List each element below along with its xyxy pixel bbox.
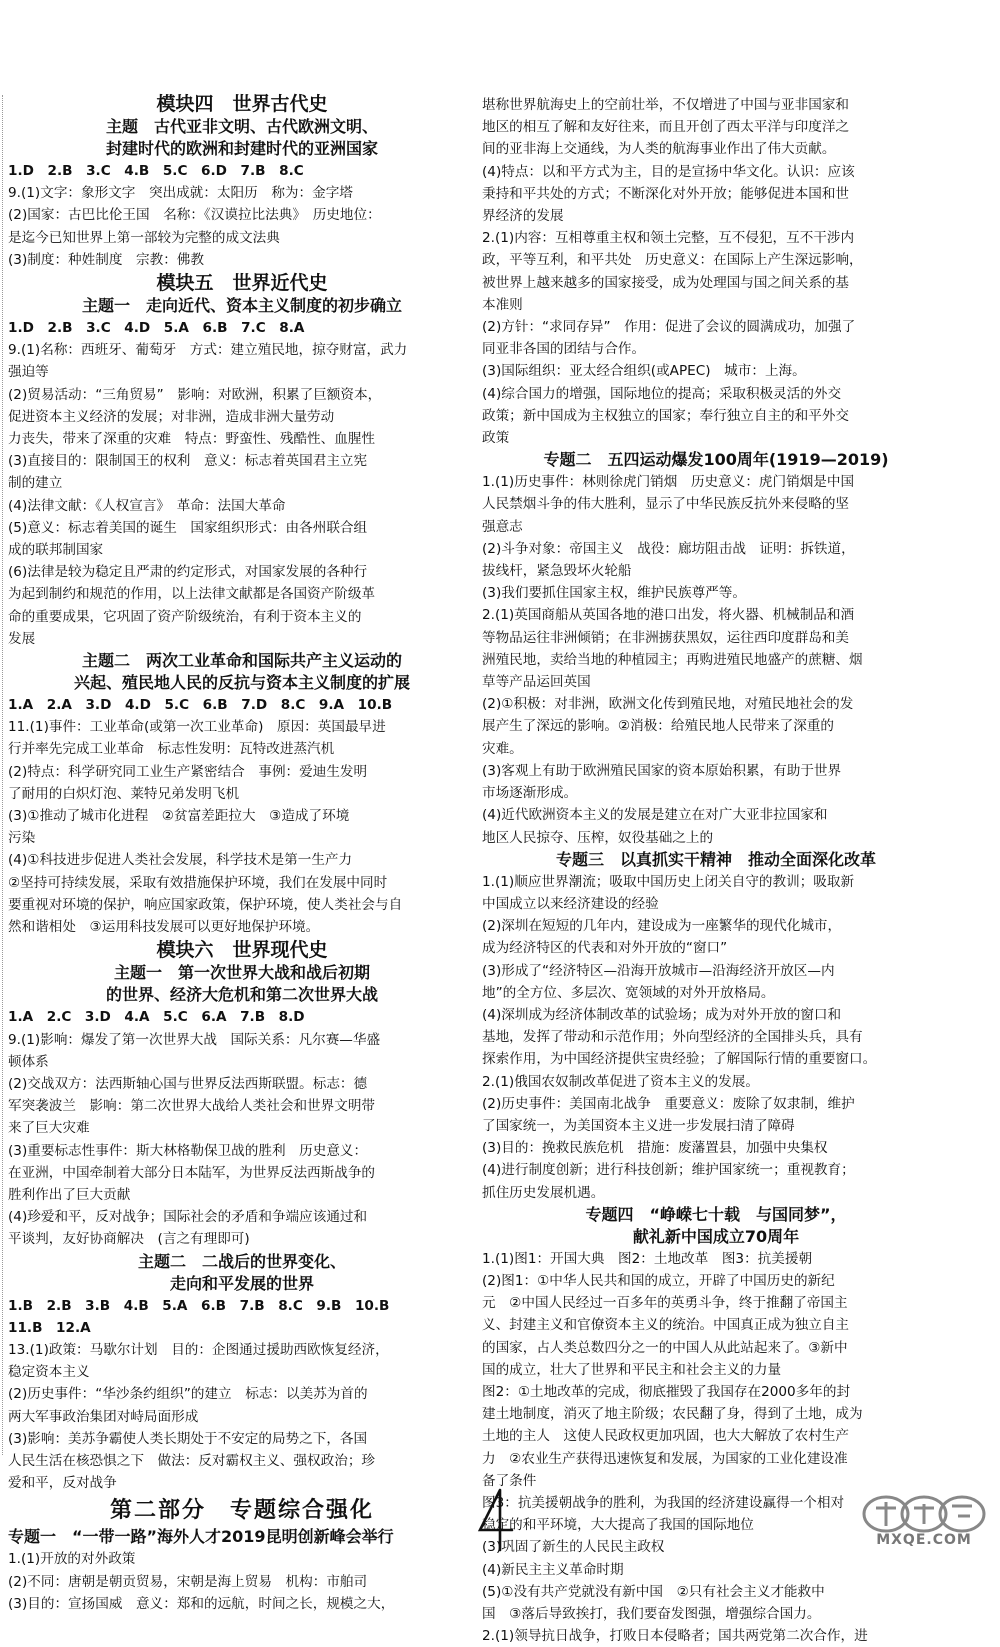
answer-line: 要重视对环境的保护，响应国家政策，保护环境，使人类社会与自 — [8, 896, 403, 913]
answer-line: 13.(1)政策：马歇尔计划 目的：企图通过援助西欧恢复经济， — [8, 1341, 389, 1358]
answer-line: 然和谐相处 ③运用科技发展可以更好地保护环境。 — [8, 919, 320, 936]
answer-line: 稳定的和平环境，大大提高了我国的国际地位 — [482, 1517, 754, 1534]
answer-line: 命的重要成果，它巩固了资产阶级统治，有利于资本主义的 — [8, 608, 362, 625]
answer-line: (2)①积极：对非洲，欧洲文化传到殖民地，对殖民地社会的发 — [482, 696, 854, 713]
answer-line: 发展 — [8, 630, 36, 647]
watermark-logo — [858, 1494, 990, 1550]
answer-line: 间的亚非海上交通线，为人类的航海事业作出了伟大贡献。 — [482, 141, 836, 158]
answer-line: 土地的主人 这使人民政权更加巩固，也大大解放了农村生产 — [482, 1428, 850, 1445]
topic-heading: 专题一 “一带一路”海外人才2019昆明创新峰会举行 — [8, 1527, 394, 1547]
watermark-badge-icon — [858, 1494, 990, 1534]
topic-heading: 走向和平发展的世界 — [169, 1273, 314, 1293]
answer-line: (2)特点：科学研究同工业生产紧密结合 事例：爱迪生发明 — [8, 763, 368, 780]
answer-line: 胜利作出了巨大贡献 — [8, 1186, 131, 1203]
topic-heading: 主题二 二战后的世界变化、 — [137, 1251, 346, 1271]
module-heading: 模块四 世界古代史 — [156, 93, 328, 115]
answer-line: 政，平等互利，和平共处 历史意义：在国际上产生深远影响， — [482, 252, 863, 269]
answer-line: (2)历史事件：美国南北战争 重要意义：废除了奴隶制，维护 — [482, 1095, 855, 1112]
answer-line: 强迫等 — [8, 364, 49, 381]
answer-line: 行并率先完成工业革命 标志性发明：瓦特改进蒸汽机 — [8, 741, 335, 758]
answer-line: ②坚持可持续发展，采取有效措施保护环境，我们在发展中同时 — [8, 874, 388, 891]
answer-line: 政策；新中国成为主权独立的国家；奉行独立自主的和平外交 — [482, 407, 850, 424]
answer-line: 政策 — [482, 430, 510, 447]
answer-line: (2)不同：唐朝是朝贡贸易，宋朝是海上贸易 机构：市舶司 — [8, 1573, 368, 1590]
choice-answers: 1.A 2.A 3.D 4.D 5.C 6.B 7.D 8.C 9.A 10.B — [8, 697, 393, 714]
answer-line: 备了条件 — [482, 1472, 537, 1489]
module-heading: 模块五 世界近代史 — [156, 272, 328, 295]
answer-line: 界经济的发展 — [482, 208, 564, 225]
answer-line: (4)①科技进步促进人类社会发展，科学技术是第一生产力 — [8, 852, 353, 869]
answer-line: (3)客观上有助于欧洲殖民国家的资本原始积累，有助于世界 — [482, 762, 842, 779]
answer-line: 拔线杆，紧急毁坏火轮船 — [482, 563, 632, 580]
answer-line: (3)①推动了城市化进程 ②贫富差距拉大 ③造成了环境 — [8, 808, 350, 825]
answer-line: (2)方针：“求同存异” 作用：促进了会议的圆满成功，加强了 — [482, 319, 856, 336]
topic-heading: 封建时代的欧洲和封建时代的亚洲国家 — [105, 139, 378, 158]
answer-line: 1.(1)开放的对外政策 — [8, 1551, 136, 1568]
watermark-text: MXQE.COM — [876, 1532, 972, 1548]
answer-line: 强意志 — [482, 518, 523, 535]
answer-line: 9.(1)文字：象形文字 突出成就：太阳历 称为：金字塔 — [8, 185, 353, 202]
answer-line: 9.(1)名称：西班牙、葡萄牙 方式：建立殖民地，掠夺财富，武力 — [8, 342, 408, 359]
answer-line: 建土地制度，消灭了地主阶级；农民翻了身，得到了土地，成为 — [482, 1406, 863, 1423]
answer-line: 来了巨大灾难 — [8, 1120, 90, 1137]
answer-line: (3)制度：种姓制度 宗教：佛教 — [8, 251, 204, 268]
answer-line: 是迄今已知世界上第一部较为完整的成文法典 — [8, 229, 280, 246]
answer-line: 被世界上越来越多的国家接受，成为处理国与国之间关系的基 — [482, 274, 850, 291]
answer-line: (4)近代欧洲资本主义的发展是建立在对广大亚非拉国家和 — [482, 807, 828, 824]
module-heading: 模块六 世界现代史 — [156, 939, 328, 962]
answer-line: (3)重要标志性事件：斯大林格勒保卫战的胜利 历史意义： — [8, 1142, 368, 1159]
answer-line: 1.(1)图1：开国大典 图2：土地改革 图3：抗美援朝 — [482, 1250, 813, 1267]
answer-line: 本准则 — [482, 296, 523, 313]
answer-line: 在亚洲，中国牵制着大部分日本陆军，为世界反法西斯战争的 — [8, 1164, 376, 1181]
answer-line: 等物品运往非洲倾销；在非洲掳获黑奴，运往西印度群岛和美 — [482, 629, 850, 646]
answer-line: 同亚非各国的团结与合作。 — [482, 341, 646, 358]
answer-line: 力 ②农业生产获得迅速恢复和发展，为国家的工业化建设准 — [482, 1450, 848, 1467]
answer-line: (4)综合国力的增强，国际地位的提高；采取积极灵活的外交 — [482, 385, 842, 402]
answer-line: 人民禁烟斗争的伟大胜利，显示了中华民族反抗外来侵略的坚 — [482, 496, 850, 513]
answer-line: 污染 — [8, 830, 36, 847]
answer-line: (2)国家：古巴比伦王国 名称：《汉谟拉比法典》 历史地位： — [8, 207, 381, 224]
answer-line: 制的建立 — [8, 475, 63, 492]
answer-line: (2)历史事件：“华沙条约组织”的建立 标志：以美苏为首的 — [8, 1386, 368, 1403]
answer-line: (4)法律文献：《人权宣言》 革命：法国大革命 — [8, 497, 286, 514]
answer-line: 地”的全方位、多层次、宽领域的对外开放格局。 — [482, 984, 775, 1001]
answer-line: (2)交战双方：法西斯轴心国与世界反法西斯联盟。标志：德 — [8, 1075, 368, 1092]
answer-line: 秉持和平共处的方式；不断深化对外开放；能够促进本国和世 — [482, 185, 850, 202]
topic-heading: 主题 古代亚非文明、古代欧洲文明、 — [105, 117, 378, 136]
topic-heading: 主题一 第一次世界大战和战后初期 — [113, 963, 370, 983]
answer-line: 军突袭波兰 影响：第二次世界大战给人类社会和世界文明带 — [8, 1098, 376, 1115]
answer-line: (2)贸易活动：“三角贸易” 影响：对欧洲，积累了巨额资本， — [8, 386, 382, 403]
answer-line: 人民生活在核恐惧之下 做法：反对霸权主义、强权政治；珍 — [8, 1452, 376, 1469]
answer-line: 中国成立以来经济建设的经验 — [482, 895, 659, 912]
topic-heading: 专题三 以真抓实干精神 推动全面深化改革 — [555, 849, 876, 869]
topic-heading: 的世界、经济大危机和第二次世界大战 — [105, 985, 378, 1005]
answer-line: (4)新民主主义革命时期 — [482, 1561, 624, 1578]
answer-line: 义、封建主义和官僚资本主义的统治。中国真正成为独立自主 — [482, 1317, 850, 1334]
choice-answers: 1.D 2.B 3.C 4.D 5.A 6.B 7.C 8.A — [8, 320, 305, 337]
answer-line: 力丧失，带来了深重的灾难 特点：野蛮性、残酷性、血腥性 — [8, 431, 376, 448]
left-column — [8, 92, 476, 1615]
answer-line: 成为经济特区的代表和对外开放的“窗口” — [482, 940, 728, 957]
answer-line: 顿体系 — [8, 1053, 49, 1070]
answer-line: 促进资本主义经济的发展；对非洲，造成非洲大量劳动 — [8, 408, 335, 425]
topic-heading: 专题二 五四运动爆发100周年(1919—2019) — [543, 450, 889, 470]
answer-line: (4)特点：以和平方式为主，目的是宣扬中华文化。认识：应该 — [482, 163, 855, 180]
answer-line: 2.(1)内容：互相尊重主权和领土完整，互不侵犯，互不干涉内 — [482, 230, 855, 247]
topic-heading: 主题二 两次工业革命和国际共产主义运动的 — [81, 651, 402, 671]
answer-line: 洲殖民地，卖给当地的种植园主；再购进殖民地盛产的蔗糖、烟 — [482, 651, 863, 668]
answer-line: (3)影响：美苏争霸使人类长期处于不安定的局势之下，各国 — [8, 1430, 368, 1447]
answer-line: 平谈判，友好协商解决 (言之有理即可) — [8, 1231, 250, 1248]
answer-line: 元 ②中国人民经过一百多年的英勇斗争，终于推翻了帝国主 — [482, 1295, 848, 1312]
answer-line: (2)深圳在短短的几年内，建设成为一座繁华的现代化城市， — [482, 918, 842, 935]
answer-line: 11.(1)事件：工业革命(或第一次工业革命) 原因：英国最早进 — [8, 719, 386, 736]
answer-line: 国的成立，壮大了世界和平民主和社会主义的力量 — [482, 1361, 782, 1378]
answer-line: (3)巩固了新生的人民民主政权 — [482, 1539, 665, 1556]
answer-line: (4)进行制度创新；进行科技创新；维护国家统一；重视教育； — [482, 1162, 855, 1179]
binding-margin-line — [2, 95, 4, 1455]
choice-answers: 1.D 2.B 3.C 4.B 5.C 6.D 7.B 8.C — [8, 163, 304, 179]
answer-line: 了耐用的白炽灯泡、莱特兄弟发明飞机 — [8, 785, 240, 802]
answer-line: (5)①没有共产党就没有新中国 ②只有社会主义才能救中 — [482, 1583, 825, 1600]
answer-line: 灾难。 — [482, 740, 523, 757]
answer-line: 2.(1)俄国农奴制改革促进了资本主义的发展。 — [482, 1073, 759, 1090]
answer-line: (3)直接目的：限制国王的权利 意义：标志着英国君主立宪 — [8, 453, 368, 470]
answer-line: (5)意义：标志着美国的诞生 国家组织形式：由各州联合组 — [8, 519, 368, 536]
answer-line: (2)图1：①中华人民共和国的成立，开辟了中国历史的新纪 — [482, 1272, 835, 1289]
answer-line: (3)我们要抓住国家主权，维护民族尊严等。 — [482, 585, 746, 602]
answer-line: 1.(1)历史事件：林则徐虎门销烟 历史意义：虎门销烟是中国 — [482, 474, 855, 491]
answer-line: 2.(1)英国商船从英国各地的港口出发，将火器、机械制品和酒 — [482, 607, 855, 624]
answer-line: (2)斗争对象：帝国主义 战役：廊坊阻击战 证明：拆铁道， — [482, 540, 855, 557]
handwritten-page-number — [470, 1486, 520, 1552]
answer-line: 地区人民掠夺、压榨，奴役基础之上的 — [482, 829, 714, 846]
answer-line: (3)目的：宣扬国威 意义：郑和的远航，时间之长，规模之大， — [8, 1595, 395, 1612]
answer-line: 9.(1)影响：爆发了第一次世界大战 国际关系：凡尔赛—华盛 — [8, 1031, 381, 1048]
answer-line: (3)国际组织：亚太经合组织(或APEC) 城市：上海。 — [482, 363, 806, 380]
answer-line: 国 ③落后导致挨打，我们要奋发图强，增强综合国力。 — [482, 1606, 821, 1622]
answer-line: (4)深圳成为经济体制改革的试验场；成为对外开放的窗口和 — [482, 1006, 842, 1023]
answer-line: 基地，发挥了带动和示范作用；外向型经济的全国排头兵，具有 — [482, 1029, 863, 1046]
answer-line: 2.(1)领导抗日战争，打败日本侵略者；国共两党第二次合作，进 — [482, 1628, 868, 1645]
answer-line: 为起到制约和规范的作用，以上法律文献都是各国资产阶级革 — [8, 586, 376, 603]
answer-line: 图2：①土地改革的完成，彻底摧毁了我国存在2000多年的封 — [482, 1383, 851, 1400]
answer-line: 探索作用，为中国经济提供宝贵经验；了解国际行情的重要窗口。 — [482, 1051, 877, 1068]
answer-line: 成的联邦制国家 — [8, 542, 104, 559]
answer-line: 图3：抗美援朝战争的胜利，为我国的经济建设赢得一个相对 — [482, 1494, 845, 1511]
answer-line: (3)形成了“经济特区—沿海开放城市—沿海经济开放区—内 — [482, 962, 835, 979]
choice-answers: 1.B 2.B 3.B 4.B 5.A 6.B 7.B 8.C 9.B 10.B — [8, 1297, 390, 1314]
choice-answers: 11.B 12.A — [8, 1319, 91, 1336]
answer-line: 稳定资本主义 — [8, 1364, 90, 1381]
answer-line: 堪称世界航海史上的空前壮举，不仅增进了中国与亚非国家和 — [482, 97, 850, 113]
answer-line: 1.(1)顺应世界潮流；吸取中国历史上闭关自守的教训；吸取新 — [482, 873, 855, 890]
answer-line: 草等产品运回英国 — [482, 674, 591, 691]
topic-heading: 兴起、殖民地人民的反抗与资本主义制度的扩展 — [73, 673, 410, 693]
topic-heading: 专题四 “峥嵘七十载 与国同梦”， — [585, 1204, 847, 1224]
answer-line: 地区的相互了解和友好往来，而且开创了西太平洋与印度洋之 — [482, 119, 850, 136]
answer-line: 的国家，占人类总数四分之一的中国人从此站起来了。③新中 — [482, 1339, 848, 1356]
answer-line: 爱和平，反对战争 — [8, 1475, 117, 1492]
answer-line: 市场逐渐形成。 — [482, 785, 578, 802]
answer-line: 展产生了深远的影响。②消极：给殖民地人民带来了深重的 — [482, 718, 835, 735]
answer-line: (6)法律是较为稳定且严肃的约定形式，对国家发展的各种行 — [8, 564, 368, 581]
answer-line: 抓住历史发展机遇。 — [482, 1184, 605, 1201]
answer-line: 了国家统一，为美国资本主义进一步发展扫清了障碍 — [482, 1117, 795, 1134]
part-heading: 第二部分 专题综合强化 — [109, 1497, 374, 1524]
answer-line: (3)目的：挽救民族危机 措施：废藩置县，加强中央集权 — [482, 1140, 828, 1157]
topic-heading: 献礼新中国成立70周年 — [632, 1226, 800, 1246]
answer-line: (4)珍爱和平，反对战争；国际社会的矛盾和争端应该通过和 — [8, 1209, 368, 1226]
right-column — [482, 94, 950, 1647]
choice-answers: 1.A 2.C 3.D 4.A 5.C 6.A 7.B 8.D — [8, 1009, 305, 1026]
answer-line: 两大军事政治集团对峙局面形成 — [8, 1408, 199, 1425]
topic-heading: 主题一 走向近代、资本主义制度的初步确立 — [81, 296, 402, 316]
